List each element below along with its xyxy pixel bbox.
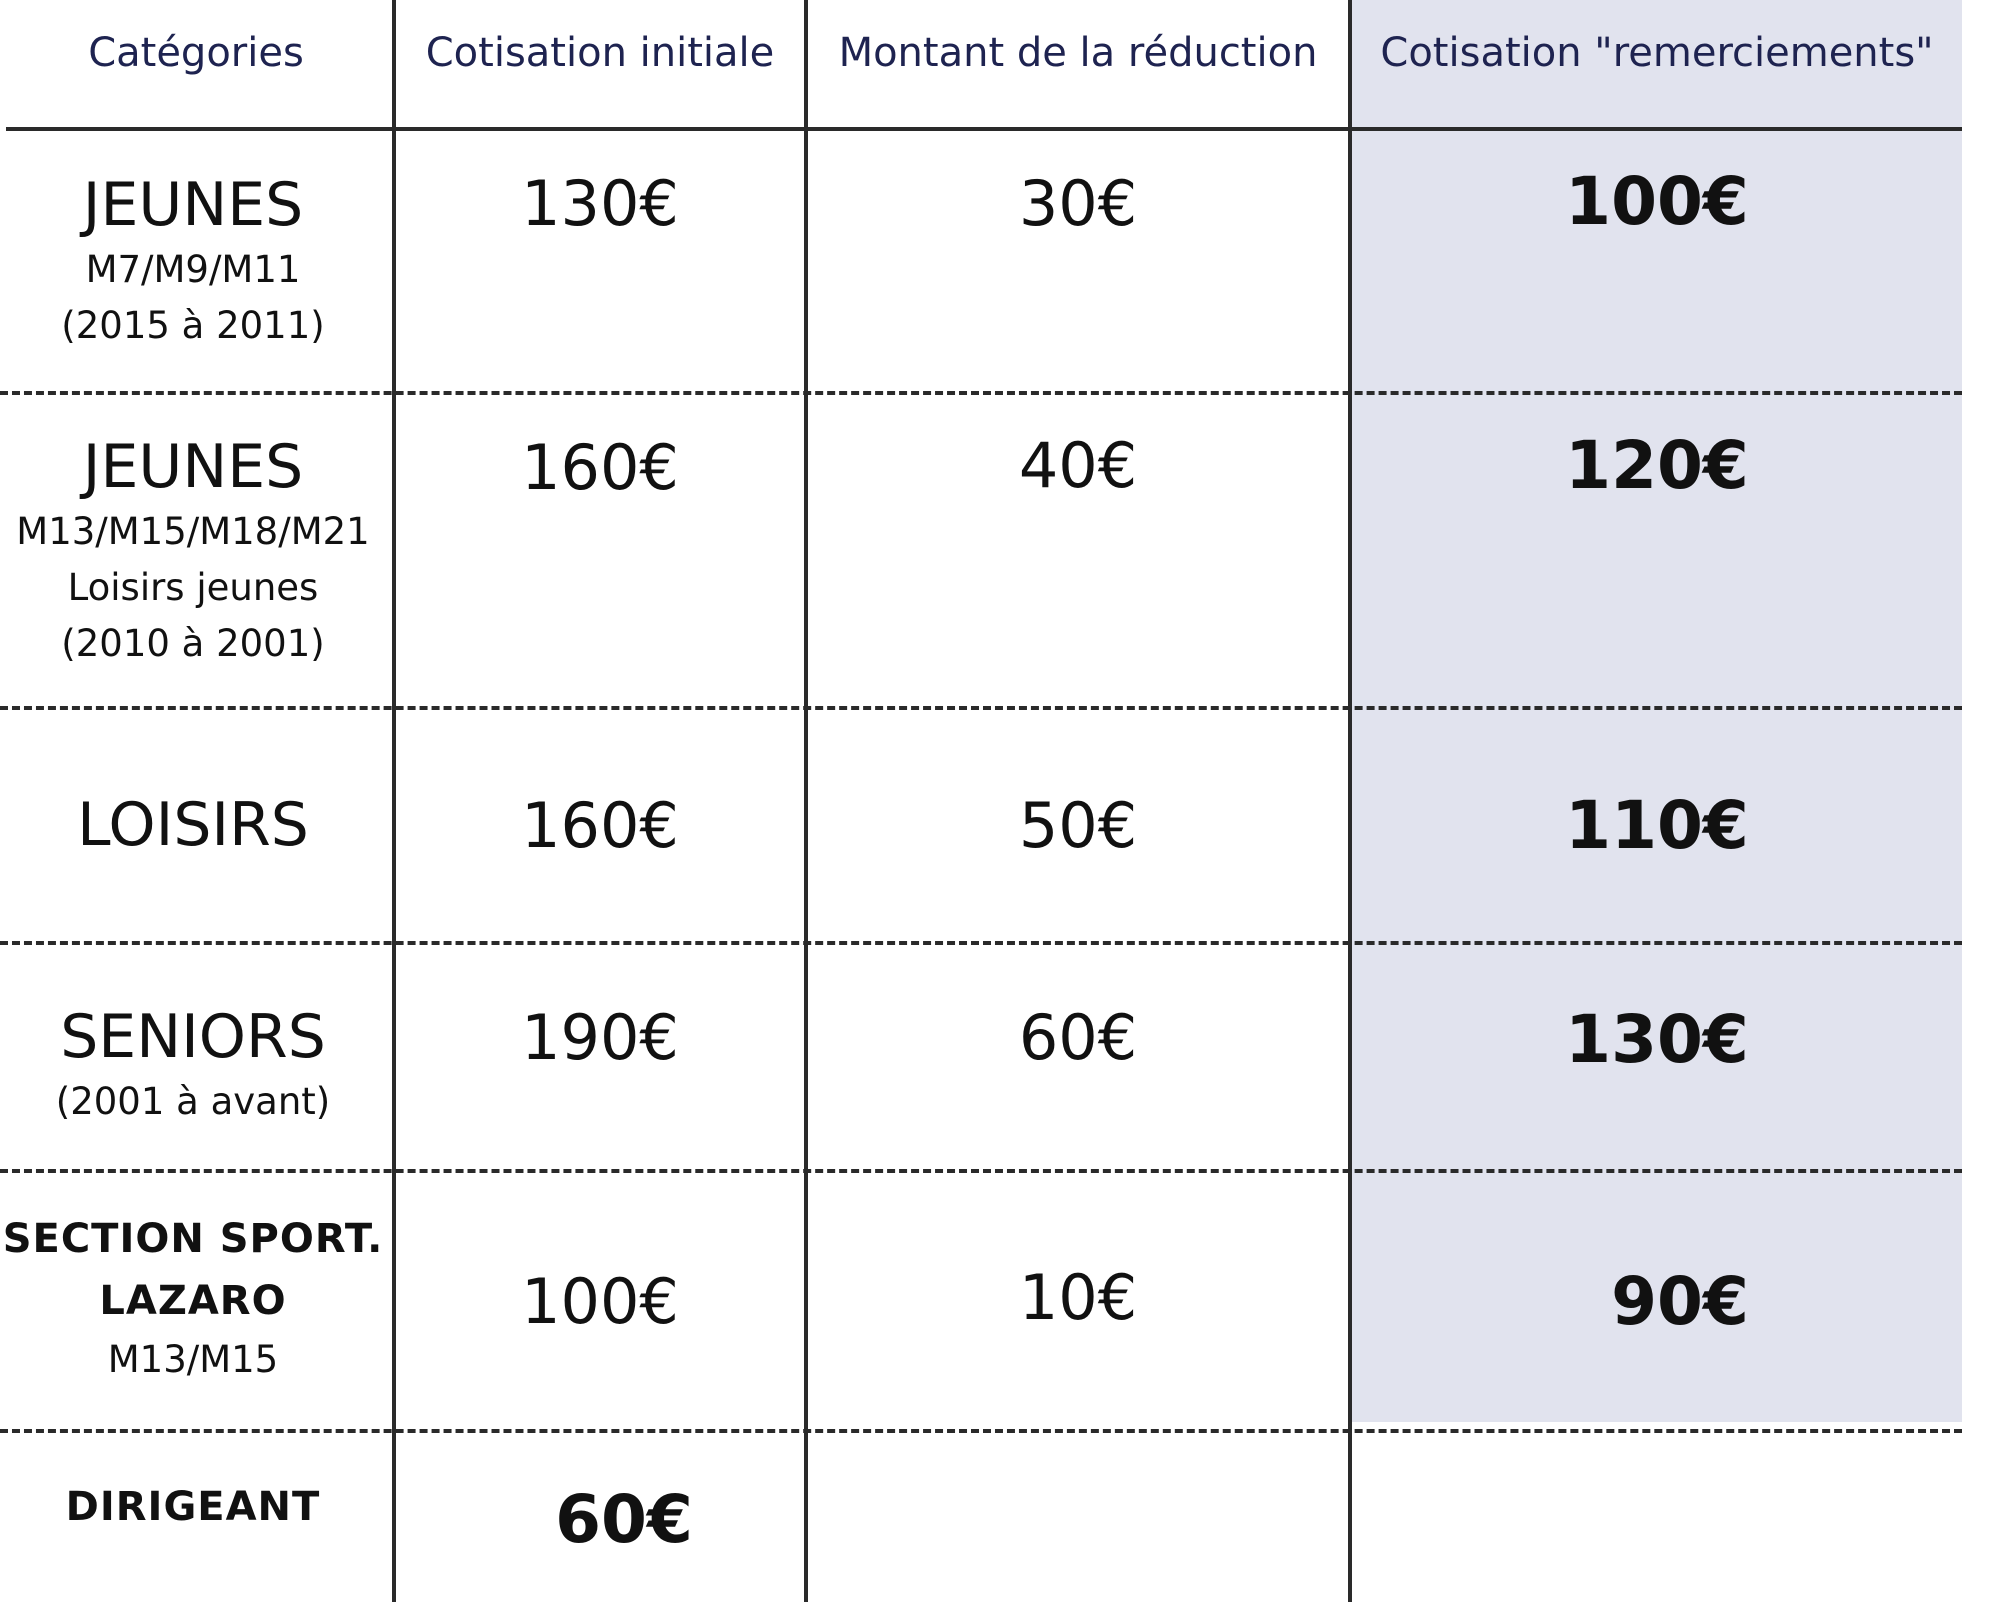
row-divider: [0, 706, 1962, 710]
header-thanks: Cotisation "remerciements": [1380, 30, 1934, 76]
reduction-amount: 10€: [1018, 1261, 1138, 1334]
initial-fee: 160€: [521, 789, 679, 862]
header-divider: [6, 127, 1962, 131]
category-sub: Loisirs jeunes: [67, 566, 319, 609]
initial-fee: 130€: [521, 167, 679, 240]
category-sub: (2001 à avant): [55, 1080, 331, 1123]
category-cell: [0, 1208, 386, 1388]
category-sub: (2015 à 2011): [61, 304, 325, 347]
category-sub: M13/M15: [107, 1338, 279, 1381]
category-title: SENIORS: [60, 1002, 326, 1072]
category-title: DIRIGEANT: [65, 1484, 321, 1530]
reduction-amount: 40€: [1018, 429, 1138, 502]
initial-fee: 100€: [521, 1265, 679, 1338]
category-cell: [0, 168, 386, 354]
category-cell: [0, 1476, 386, 1538]
initial-fee: 60€: [555, 1481, 693, 1558]
header-categories: Catégories: [88, 30, 304, 76]
row-divider: [0, 1429, 1962, 1433]
category-sub: M13/M15/M18/M21: [16, 510, 370, 553]
header-initial: Cotisation initiale: [425, 30, 775, 76]
header-reduction: Montant de la réduction: [838, 30, 1318, 76]
category-title: LAZARO: [99, 1278, 287, 1324]
initial-fee: 190€: [521, 1001, 679, 1074]
row-divider: [0, 391, 1962, 395]
thanks-fee: 90€: [1611, 1263, 1749, 1340]
category-title: LOISIRS: [77, 790, 309, 860]
category-cell: [0, 430, 386, 672]
row-divider: [0, 1169, 1962, 1173]
category-cell: [0, 788, 386, 862]
category-sub: M7/M9/M11: [85, 248, 301, 291]
category-title: JEUNES: [82, 432, 304, 502]
category-cell: [0, 1000, 386, 1130]
reduction-amount: 30€: [1018, 167, 1138, 240]
category-title: SECTION SPORT.: [2, 1216, 384, 1262]
category-sub: (2010 à 2001): [61, 622, 325, 665]
reduction-amount: 50€: [1018, 789, 1138, 862]
category-title: JEUNES: [82, 170, 304, 240]
reduction-amount: 60€: [1018, 1001, 1138, 1074]
thanks-fee: 110€: [1565, 787, 1749, 864]
initial-fee: 160€: [521, 431, 679, 504]
thanks-fee: 100€: [1565, 163, 1749, 240]
row-divider: [0, 941, 1962, 945]
thanks-fee: 120€: [1565, 427, 1749, 504]
thanks-fee: 130€: [1565, 1001, 1749, 1078]
